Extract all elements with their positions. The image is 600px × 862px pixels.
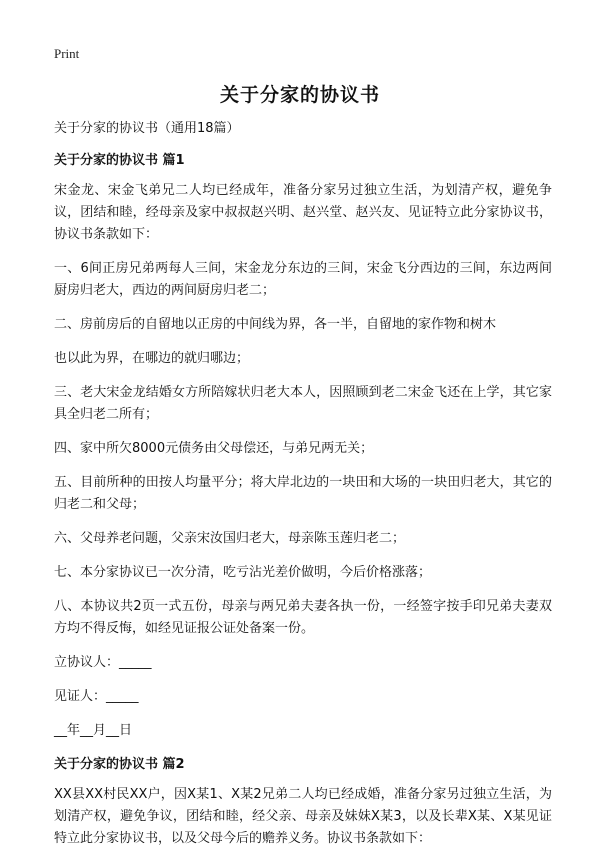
- clause-6: 六、父母养老问题，父亲宋汝国归老大，母亲陈玉莲归老二；: [54, 531, 406, 546]
- clause-1: 一、6间正房兄弟两每人三间，宋金龙分东边的三间，宋金飞分西边的三间，东边两间厨房归老大，西边的两间厨房归老二；: [54, 261, 552, 298]
- print-link[interactable]: Print: [54, 46, 80, 61]
- clause-3: 三、老大宋金龙结婚女方所陪嫁状归老大本人，因照顾到老二宋金飞还在上学，其它家具全归老二所有；: [54, 385, 552, 422]
- section-heading: 关于分家的协议书 篇2: [54, 757, 185, 772]
- clause-7: 七、本分家协议已一次分清，吃亏沾光差价做明，今后价格涨落；: [54, 565, 432, 580]
- clause-2-continued: 也以此为界，在哪边的就归哪边；: [54, 351, 250, 366]
- clause-2: 二、房前房后的自留地以正房的中间线为界，各一半，自留地的家作物和树木: [54, 317, 497, 332]
- document-subtitle: 关于分家的协议书（通用18篇）: [54, 121, 240, 136]
- section-1: [54, 150, 552, 742]
- date-line: __年__月__日: [54, 723, 133, 738]
- clause-4: 四、家中所欠8000元债务由父母偿还，与弟兄两无关；: [54, 441, 374, 456]
- document-title: 关于分家的协议书: [219, 84, 380, 106]
- clause-8: 八、本协议共2页一式五份，母亲与两兄弟夫妻各执一份，一经签字按手印兄弟夫妻双方均不得反悔，如经见证报公证处备案一份。: [54, 599, 552, 636]
- paragraph: XX县XX村民XX户，因X某1、X某2兄弟二人均已经成婚，准备分家另过独立生活，为划清产权，避免争议，团结和睦，经父亲、母亲及妹妹X某3，以及长辈X某、X某见证特立此分家协议书，以及父母今后的赡养义务。协议书条款如下：: [54, 787, 552, 846]
- section-2: [54, 754, 552, 850]
- document-body: [54, 118, 552, 862]
- section-heading: 关于分家的协议书 篇1: [54, 153, 185, 168]
- witness-line: 见证人：_____: [54, 689, 139, 704]
- paragraph: 宋金龙、宋金飞弟兄二人均已经成年，准备分家另过独立生活，为划清产权，避免争议，团结和睦，经母亲及家中叔叔赵兴明、赵兴堂、赵兴友、见证特立此分家协议书，协议书条款如下：: [54, 183, 552, 242]
- clause-5: 五、目前所种的田按人均量平分；将大岸北边的一块田和大场的一块田归老大，其它的归老二和父母；: [54, 475, 552, 512]
- signatory-line: 立协议人：_____: [54, 655, 152, 670]
